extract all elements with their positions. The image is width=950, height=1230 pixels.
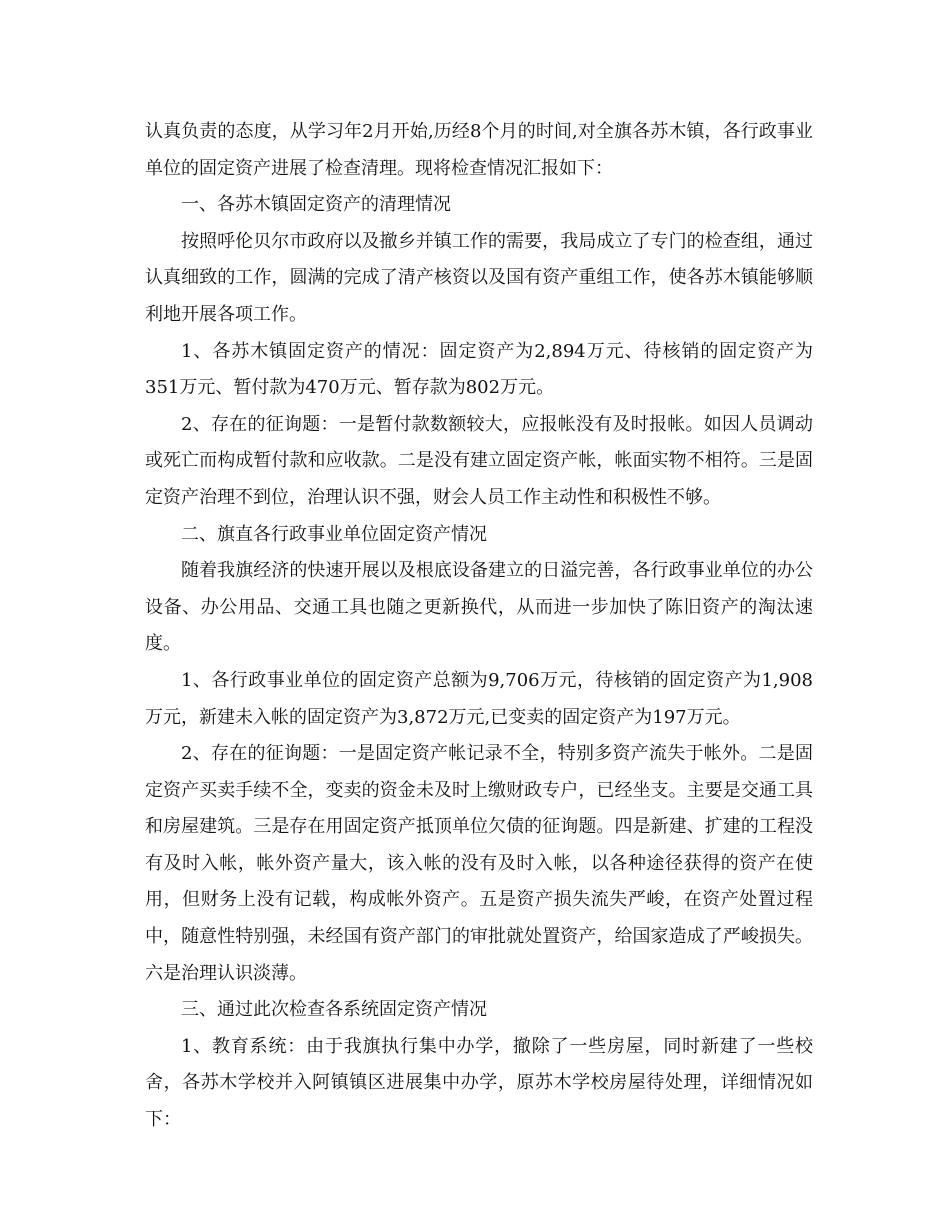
paragraph: 1、各行政事业单位的固定资产总额为9,706万元，待核销的固定资产为1,908万元，新建未入帐的固定资产为3,872万元,已变卖的固定资产为197万元。 (145, 669, 813, 728)
heading-section-2: 二、旗直各行政事业单位固定资产情况 (181, 523, 487, 545)
paragraph: 1、教育系统：由于我旗执行集中办学，撤除了一些房屋，同时新建了一些校舍，各苏木学校并入阿镇镇区进展集中办学，原苏木学校房屋待处理，详细情况如下： (145, 1035, 813, 1131)
heading-section-1: 一、各苏木镇固定资产的清理情况 (181, 194, 451, 216)
paragraph: 2、存在的征询题：一是固定资产帐记录不全，特别多资产流失于帐外。二是固定资产买卖手续不全，变卖的资金未及时上缴财政专户，已经坐支。主要是交通工具和房屋建筑。三是存在用固定资产抵顶单位欠债的征询题。四是新建、扩建的工程没有及时入帐，帐外资产量大，该入帐的没有及时入帐，以各种途径获得的资产在使用，但财务上没有记载，构成帐外资产。五是资产损失流失严峻，在资产处置过程中，随意性特别强，未经国有资产部门的审批就处置资产，给国家造成了严峻损失。六是治理认识淡薄。 (145, 743, 813, 984)
paragraph: 2、存在的征询题：一是暂付款数额较大，应报帐没有及时报帐。如因人员调动或死亡而构成暂付款和应收款。二是没有建立固定资产帐，帐面实物不相符。三是固定资产治理不到位，治理认识不强，财会人员工作主动性和积极性不够。 (145, 413, 813, 508)
paragraph: 随着我旗经济的快速开展以及根底设备建立的日溢完善，各行政事业单位的办公设备、办公用品、交通工具也随之更新换代，从而进一步加快了陈旧资产的淘汰速度。 (145, 560, 813, 655)
paragraph: 按照呼伦贝尔市政府以及撤乡并镇工作的需要，我局成立了专门的检查组，通过认真细致的工作，圆满的完成了清产核资以及国有资产重组工作，使各苏木镇能够顺利地开展各项工作。 (145, 230, 813, 325)
paragraph: 1、各苏木镇固定资产的情况：固定资产为2,894万元、待核销的固定资产为351万元、暂付款为470万元、暂存款为802万元。 (145, 340, 813, 399)
document-body (145, 114, 813, 1139)
heading-section-3: 三、通过此次检查各系统固定资产情况 (181, 999, 487, 1021)
paragraph-intro: 认真负责的态度，从学习年2月开始,历经8个月的时间,对全旗各苏木镇，各行政事业单位的固定资产进展了检查清理。现将检查情况汇报如下： (145, 121, 813, 179)
